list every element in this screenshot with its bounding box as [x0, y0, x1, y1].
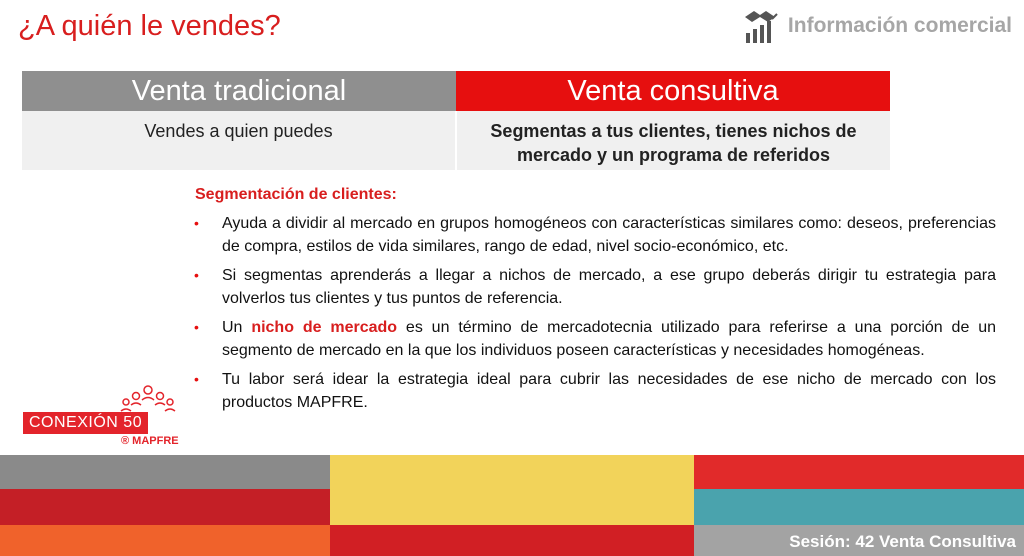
bullet-dot-icon: •: [194, 267, 199, 283]
logo-wordmark: CONEXIÓN 50: [23, 412, 148, 434]
footer-band: [0, 525, 330, 556]
bullet-dot-icon: •: [194, 371, 199, 387]
session-label: Sesión: 42 Venta Consultiva: [789, 532, 1016, 551]
people-group-icon: [118, 384, 178, 414]
section-header: [742, 6, 1012, 46]
segmentation-bullets: [194, 212, 996, 420]
conexion-50-logo: [23, 384, 183, 448]
cell-venta-consultiva: Segmentas a tus clientes, tienes nichos de mercado y un programa de referidos: [456, 111, 890, 170]
section-label: Información comercial: [787, 14, 1012, 37]
footer-band: [694, 455, 1024, 489]
bullet-dot-icon: •: [194, 215, 199, 231]
page-title: ¿A quién le vendes?: [18, 10, 281, 42]
footer-band: [330, 455, 694, 525]
comparison-table: [22, 71, 890, 170]
bullet-dot-icon: •: [194, 319, 199, 335]
footer-band: [0, 489, 330, 525]
bullet-item: • Si segmentas aprenderás a llegar a nichos de mercado, a ese grupo deberás dirigir tu estrategia para volverlos tus clientes y tus puntos de referencia.: [194, 264, 996, 310]
bullet-item: • Tu labor será idear la estrategia ideal para cubrir las necesidades de ese nicho de mercado con los productos MAPFRE.: [194, 368, 996, 414]
bullet-item: • Ayuda a dividir al mercado en grupos homogéneos con características similares como: deseos, preferencias de compra, estilos de vida similares, rango de edad, nivel socio-económico, etc.: [194, 212, 996, 258]
footer-band: [694, 489, 1024, 525]
bullet-item: • Un nicho de mercado es un término de mercadotecnia utilizado para referirse a una porción de un segmento de mercado en la que los individuos poseen características y necesidades homogéneas.: [194, 316, 996, 362]
segmentation-title: Segmentación de clientes:: [195, 186, 397, 203]
footer-band: [330, 525, 694, 556]
mapfre-brand: ® MAPFRE: [121, 435, 179, 447]
header-venta-consultiva: Venta consultiva: [456, 71, 890, 111]
cell-venta-tradicional: Vendes a quien puedes: [22, 111, 456, 170]
highlight-nicho: nicho de mercado: [251, 319, 398, 336]
handshake-chart-icon: [742, 7, 780, 45]
footer-band: [0, 455, 330, 489]
header-venta-tradicional: Venta tradicional: [22, 71, 456, 111]
